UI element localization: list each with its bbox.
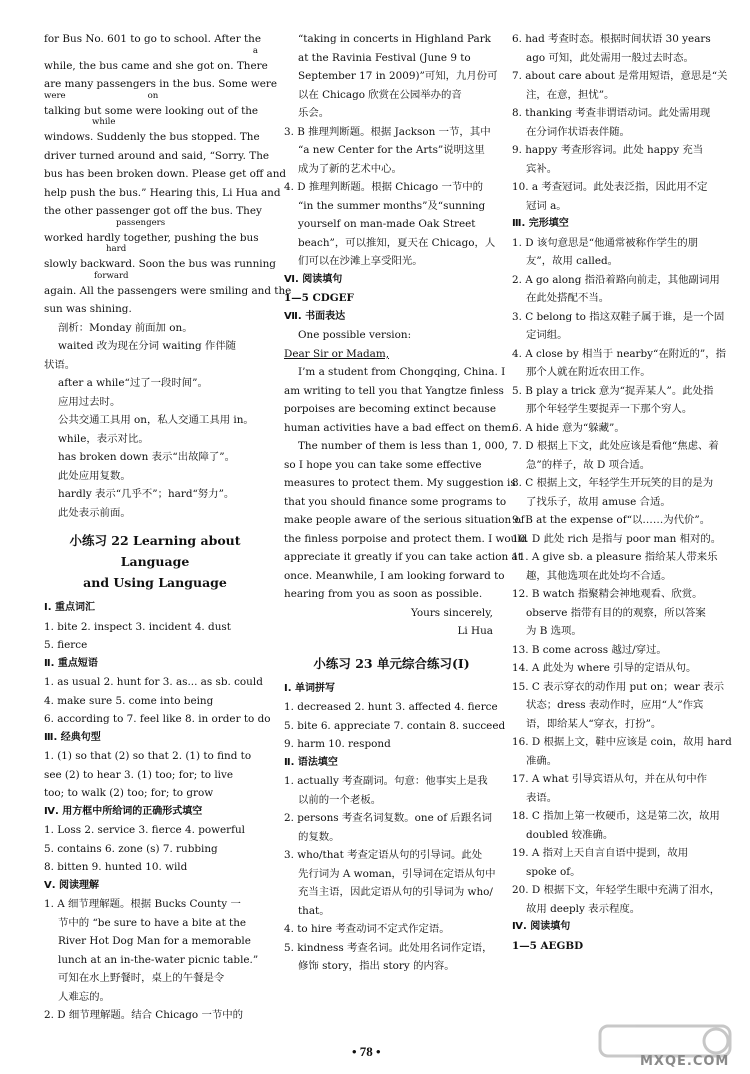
correction-mark: while — [92, 117, 116, 127]
answer-line: yourself on man-made Oak Street — [298, 218, 476, 230]
essay-signature: Li Hua — [457, 625, 493, 637]
essay-line: hearing from you as soon as possible. — [284, 588, 483, 600]
answer-line: 11. A give sb. a pleasure 指给某人带来乐 — [512, 551, 718, 563]
essay-line: porpoises are becoming extinct because — [284, 403, 497, 415]
section-title: 小练习 23 单元综合练习(Ⅰ) — [313, 655, 470, 671]
correction-mark: were on — [44, 90, 159, 101]
subsection-heading: Ⅵ. 阅读填句 — [284, 273, 343, 285]
answer-line: 1. actually 考查副词。句意：他事实上是我 — [284, 775, 488, 787]
answer-line: 8. C 根据上文，年轻学生开玩笑的目的是为 — [512, 477, 714, 489]
answer-line: 1. Loss 2. service 3. fierce 4. powerful — [44, 824, 245, 836]
answer-line: 那个年轻学生要捉弄一下那个穷人。 — [526, 403, 693, 415]
answer-line: 人难忘的。 — [58, 990, 110, 1003]
answer-line: “a new Center for the Arts”说明这里 — [298, 144, 485, 156]
answer-line: 冠词 a。 — [526, 199, 567, 212]
subsection-heading: Ⅲ. 完形填空 — [512, 218, 569, 229]
essay-line: measures to protect them. My suggestion is — [284, 477, 516, 489]
answer-line: beach”，可以推知，夏天在 Chicago，人 — [298, 236, 496, 249]
answer-line: 以在 Chicago 欣赏在公园举办的音 — [298, 88, 462, 101]
subsection-heading: Ⅳ. 阅读填句 — [512, 921, 571, 932]
text-line: again. All the passengers were smiling and the — [44, 284, 292, 297]
answer-line: 9. B at the expense of“以……为代价”。 — [512, 514, 711, 526]
answer-line: 状态；dress 表动作时，应用“人”作宾 — [526, 699, 704, 711]
answer-line: River Hot Dog Man for a memorable — [58, 935, 251, 947]
answer-line: 5. fierce — [44, 639, 88, 651]
explanation-line: has broken down 表示“出故障了”。 — [58, 451, 235, 463]
text-line: talking but some were looking out of the — [44, 104, 259, 117]
subsection-heading: Ⅳ. 用方框中所给词的正确形式填空 — [44, 805, 203, 817]
text-line: help push the bus.” Hearing this, Li Hua and — [44, 186, 281, 199]
answer-line: spoke of。 — [526, 865, 581, 878]
answer-line: 5. kindness 考查名词。此处用名词作定语， — [284, 941, 493, 954]
answer-line: doubled 较准确。 — [526, 828, 614, 841]
answer-line: 1. as usual 2. hunt for 3. as... as sb. could — [44, 676, 263, 688]
answer-line: 趣，其他选项在此处均不合适。 — [526, 569, 672, 582]
answer-line: 1. decreased 2. hunt 3. affected 4. fierce — [284, 701, 498, 713]
answer-line: 6. according to 7. feel like 8. in order to do — [44, 713, 271, 725]
essay-line: once. Meanwhile, I am looking forward to — [284, 569, 505, 582]
answer-line: 7. D 根据上下文，此处应该是看他“焦虑、着 — [512, 440, 719, 452]
answer-line: 15. C 表示穿衣的动作用 put on；wear 表示 — [512, 680, 724, 693]
answer-line: 3. who/that 考查定语从句的引导词。此处 — [284, 849, 483, 861]
text-line: driver turned around and said, “Sorry. The — [44, 149, 270, 162]
answer-line: 的复数。 — [298, 830, 340, 843]
essay-line: human activities have a bad effect on them. — [284, 421, 515, 434]
text-line: sun was shining. — [44, 303, 132, 315]
answer-line: 5. contains 6. zone (s) 7. rubbing — [44, 842, 218, 855]
explanation-line: 公共交通工具用 on，私人交通工具用 in。 — [58, 414, 254, 426]
explanation-line: 此处应用复数。 — [58, 469, 131, 482]
text-line: worked hardly together, pushing the bus — [44, 231, 259, 244]
answer-line: 4. make sure 5. come into being — [44, 694, 214, 707]
explanation-line: after a while“过了一段时间”。 — [58, 377, 208, 389]
answer-line: 18. C 指加上第一枚硬币，这是第二次，故用 — [512, 810, 720, 822]
answer-line: 以前的一个老板。 — [298, 793, 382, 806]
essay-line: so I hope you can take some effective — [284, 458, 482, 471]
answer-line: “taking in concerts in Highland Park — [298, 33, 491, 45]
subsection-heading: Ⅱ. 重点短语 — [44, 657, 98, 669]
answer-line: at the Ravinia Festival (June 9 to — [298, 51, 471, 64]
text-line: windows. Suddenly the bus stopped. The — [44, 131, 260, 143]
explanation-line: 应用过去时。 — [58, 395, 121, 408]
answer-line: 4. to hire 考查动词不定式作定语。 — [284, 923, 450, 935]
answer-line: see (2) to hear 3. (1) too; for; to live — [44, 768, 233, 781]
answer-line: September 17 in 2009)”可知，九月份可 — [298, 70, 498, 82]
watermark-text: MXQE.COM — [640, 1054, 730, 1069]
answer-line: 6. A hide 意为“躲藏”。 — [512, 421, 625, 434]
answer-line: 12. B watch 指聚精会神地观看、欣赏。 — [512, 588, 703, 600]
answer-line: 1—5 AEGBD — [512, 939, 584, 952]
subsection-heading: Ⅴ. 阅读理解 — [44, 879, 100, 891]
text-line: slowly backward. Soon the bus was running — [44, 258, 276, 270]
answer-line: 10. a 考查冠词。此处表泛指，因此用不定 — [512, 181, 708, 193]
answer-line: 13. B come across 越过/穿过。 — [512, 643, 667, 656]
answer-line: 14. A 此处为 where 引导的定语从句。 — [512, 662, 697, 674]
page-number: • 78 • — [352, 1044, 381, 1059]
subsection-heading: Ⅰ. 单词拼写 — [284, 682, 336, 694]
answer-line: 了找乐子，故用 amuse 合适。 — [526, 495, 671, 508]
answer-line: lunch at an in-the-water picnic table.” — [58, 953, 259, 966]
answer-line: that。 — [298, 904, 330, 917]
answer-line: 表语。 — [526, 791, 558, 804]
answer-line: 8. thanking 考查非谓语动词。此处需用现 — [512, 107, 711, 119]
correction-mark: a — [252, 45, 258, 56]
answer-line: 准确。 — [526, 754, 558, 767]
answer-line: 8. bitten 9. hunted 10. wild — [44, 861, 188, 873]
essay-closing: Yours sincerely, — [410, 606, 493, 619]
answer-line: 乐会。 — [298, 107, 330, 119]
answer-line: 急”的样子，故 D 项合适。 — [526, 458, 651, 471]
answer-line: 注，在意，担忧”。 — [526, 88, 615, 101]
answer-line: 为 B 选项。 — [526, 625, 582, 637]
essay-line: appreciate it greatly if you can take action at — [284, 551, 522, 563]
subsection-heading: Ⅲ. 经典句型 — [44, 731, 101, 743]
essay-line: I’m a student from Chongqing, China. I — [298, 366, 506, 378]
answer-line: 先行词为 A woman，引导词在定语从句中 — [298, 867, 496, 880]
answer-line: 16. D 根据上文，鞋中应该是 coin，故用 hard — [512, 736, 732, 748]
answer-line: “in the summer months”及“sunning — [298, 199, 486, 212]
subsection-heading: Ⅰ. 重点词汇 — [44, 602, 96, 613]
answer-line: 宾补。 — [526, 162, 558, 175]
left-column — [44, 30, 292, 1025]
text-line: the other passenger got off the bus. They — [44, 205, 262, 217]
answer-line: 在分词作状语表伴随。 — [526, 125, 630, 138]
answer-line: 4. A close by 相当于 nearby“在附近的”，指 — [512, 347, 726, 360]
explanation-line: hardly 表示“几乎不”；hard“努力”。 — [58, 488, 235, 500]
answer-line: 节中的 “be sure to have a bite at the — [58, 916, 247, 929]
answer-line: 在此处搭配不当。 — [526, 292, 610, 304]
answer-line: 1. bite 2. inspect 3. incident 4. dust — [44, 620, 231, 633]
subsection-heading: Ⅶ. 书面表达 — [284, 310, 346, 322]
answer-line: 2. persons 考查名词复数。one of 后跟名词 — [284, 812, 492, 824]
answer-line: 7. about care about 是常用短语，意思是“关 — [512, 70, 728, 82]
correction-mark: hard — [106, 244, 127, 254]
answer-line: 那个人就在附近农田工作。 — [526, 366, 651, 378]
explanation-line: while，表示对比。 — [58, 432, 149, 445]
answer-line: too; to walk (2) too; for; to grow — [44, 787, 214, 799]
essay-line: make people aware of the serious situation of — [284, 514, 525, 526]
answer-line: 1. (1) so that (2) so that 2. (1) to find to — [44, 750, 252, 762]
answer-line: 17. A what 引导宾语从句，并在从句中作 — [512, 773, 707, 785]
explanation-line: waited 改为现在分词 waiting 作伴随 — [58, 340, 237, 352]
answer-line: 6. had 考查时态。根据时间状语 30 years — [512, 33, 711, 45]
explanation-line: 剖析：Monday 前面加 on。 — [58, 321, 193, 334]
answer-line: 定词组。 — [526, 329, 568, 341]
answer-line: 修饰 story，指出 story 的内容。 — [298, 960, 455, 972]
essay-salutation: Dear Sir or Madam, — [284, 347, 390, 360]
essay-line: am writing to tell you that Yangtze finless — [284, 384, 504, 397]
answer-line: 9. harm 10. respond — [284, 738, 391, 750]
answer-line: 1. A 细节理解题。根据 Bucks County 一 — [44, 898, 241, 910]
answer-line: 10. D 此处 rich 是指与 poor man 相对的。 — [512, 532, 722, 545]
text-line: for Bus No. 601 to go to school. After the — [44, 33, 261, 45]
essay-line: that you should finance some programs to — [284, 495, 507, 508]
answer-line: 4. D 推理判断题。根据 Chicago 一节中的 — [284, 181, 484, 193]
answer-line: 们可以在沙滩上享受阳光。 — [298, 255, 423, 267]
answer-line: ago 可知，此处需用一般过去时态。 — [526, 51, 694, 64]
answer-line: 语，即给某人“穿衣，打扮”。 — [526, 717, 662, 730]
answer-line: 1—5 CDGEF — [284, 292, 354, 304]
answer-line: 成为了新的艺术中心。 — [298, 162, 402, 175]
subsection-heading: Ⅱ. 语法填空 — [284, 756, 338, 768]
answer-line: 20. D 根据下文，年轻学生眼中充满了泪水， — [512, 884, 721, 896]
explanation-line: 此处表示前面。 — [58, 506, 131, 519]
answer-line: 友”，故用 called。 — [526, 255, 619, 267]
correction-mark: forward — [94, 270, 129, 281]
section-title: and Using Language — [83, 575, 227, 590]
essay-line: One possible version: — [298, 329, 412, 341]
answer-line: 2. D 细节理解题。结合 Chicago 一节中的 — [44, 1009, 244, 1021]
text-line: while, the bus came and she got on. There — [44, 59, 268, 72]
answer-line: observe 指带有目的的观察，所以答案 — [526, 606, 706, 619]
answer-line: 1. D 该句意思是“他通常被称作学生的朋 — [512, 236, 699, 249]
answer-line: 5. B play a trick 意为“捉弄某人”。此处指 — [512, 384, 714, 397]
essay-line: The number of them is less than 1, 000, — [298, 440, 508, 452]
section-title: 小练习 22 Learning about Language — [69, 533, 241, 569]
answer-line: 2. A go along 指沿着路向前走，其他副词用 — [512, 273, 720, 286]
correction-mark: passengers — [116, 217, 166, 228]
text-line: bus has been broken down. Please get off and — [44, 168, 287, 180]
answer-line: 故用 deeply 表示程度。 — [526, 902, 641, 915]
answer-line: 充当主语，因此定语从句的引导词为 who/ — [298, 886, 493, 898]
answer-line: 19. A 指对上天自言自语中提到，故用 — [512, 847, 689, 859]
answer-line: 3. C belong to 指这双鞋子属于谁，是一个固 — [512, 310, 725, 323]
explanation-line: 状语。 — [44, 358, 76, 371]
right-column — [512, 30, 738, 955]
answer-line: 9. happy 考查形容词。此处 happy 充当 — [512, 144, 704, 156]
answer-line: 3. B 推理判断题。根据 Jackson 一节，其中 — [284, 125, 491, 138]
middle-column — [284, 30, 528, 976]
answer-line: 可知在水上野餐时，桌上的午餐是令 — [58, 972, 225, 984]
text-line: are many passengers in the bus. Some were — [44, 78, 278, 90]
essay-line: the finless porpoise and protect them. I would — [284, 532, 528, 545]
answer-line: 5. bite 6. appreciate 7. contain 8. succeed — [284, 719, 506, 732]
